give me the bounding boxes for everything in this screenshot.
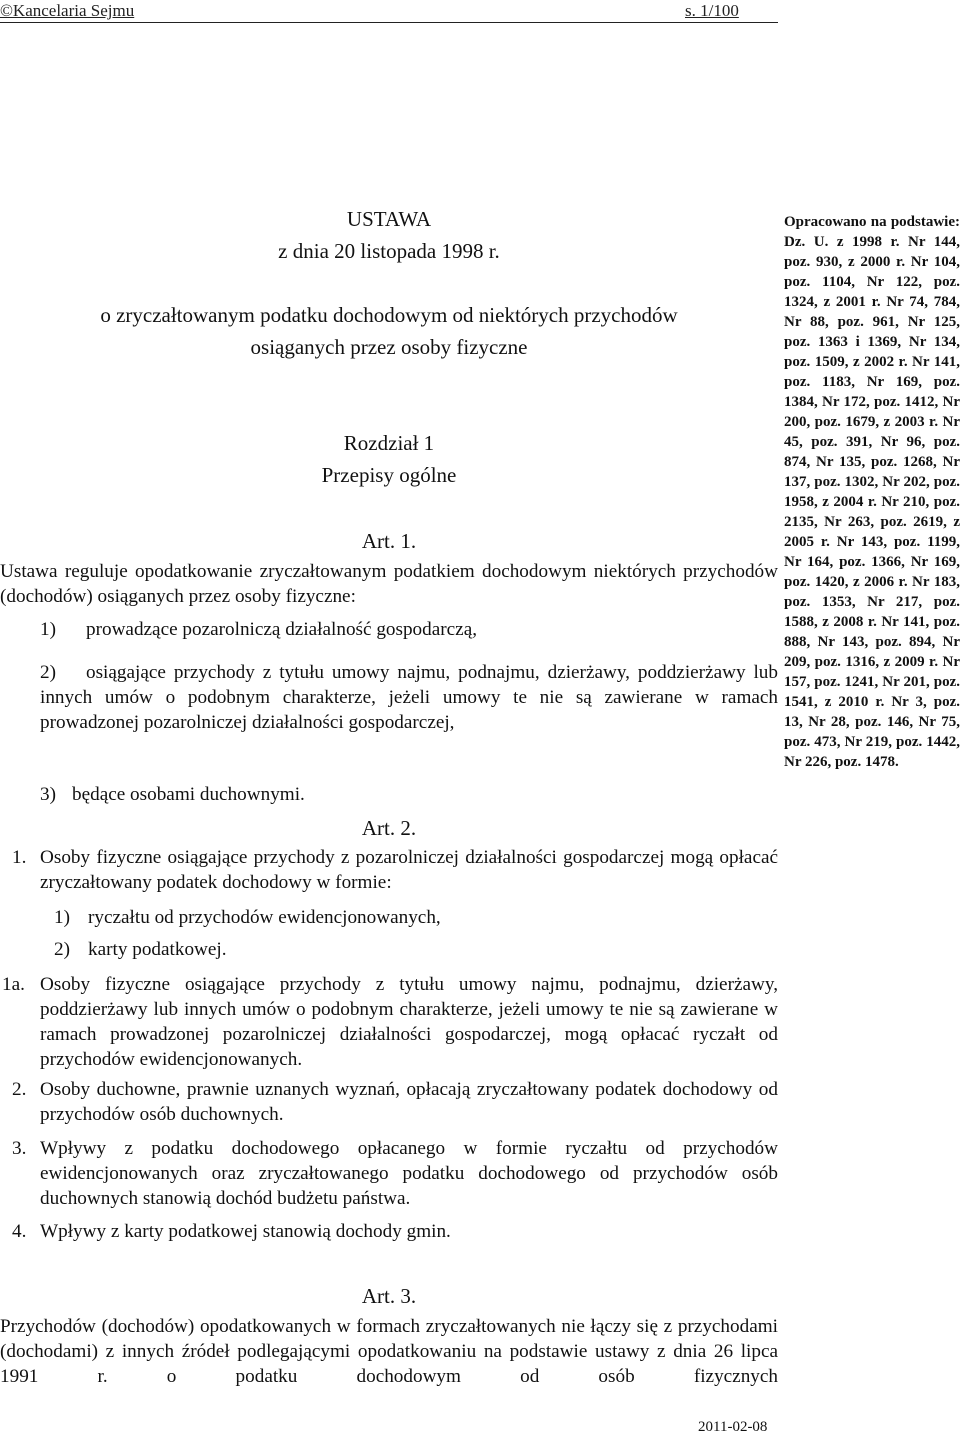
art2-p4-num: 4. (12, 1221, 27, 1242)
header-copyright[interactable]: ©Kancelaria Sejmu (0, 1, 135, 20)
act-subject-line-2: osiąganych przez osoby fizyczne (250, 335, 528, 359)
art2-p1-item-1-text: ryczałtu od przychodów ewidencjonowanych, (88, 907, 441, 928)
act-type: USTAWA (346, 207, 432, 231)
art2-p4-text: Wpływy z karty podatkowej stanowią dochody gmin. (40, 1221, 451, 1242)
art1-intro: Ustawa reguluje opodatkowanie zryczałtowanym podatkiem dochodowym niektórych przychodów (dochodów) osiąganych przez osoby fizyczne: (0, 561, 778, 607)
chapter-number: Rozdział 1 (343, 431, 435, 455)
art2-p1a-num: 1a. (2, 974, 25, 995)
art3-heading: Art. 3. (361, 1284, 417, 1308)
art1-heading: Art. 1. (361, 529, 417, 553)
art2-p1-num: 1. (12, 847, 27, 868)
art1-item-3-num: 3) (40, 784, 56, 805)
art1-item-2-text: osiągające przychody z tytułu umowy najmu, podnajmu, dzierżawy, poddzierżawy lub innych umów o podobnym charakterze, jeżeli umowy te nie są zawierane w ramach prowadzonej pozarolniczej działalności gospodarczej, (40, 662, 778, 733)
chapter-name: Przepisy ogólne (321, 463, 457, 487)
sidebar-source-note: Opracowano na podstawie: Dz. U. z 1998 r. Nr 144, poz. 930, z 2000 r. Nr 104, poz. 1104, Nr 122, poz. 1324, z 2001 r. Nr 74, 784, Nr 88, poz. 961, Nr 125, poz. 1363 i 1369, Nr 134, poz. 1509, z 2002 r. Nr 141, poz. 1183, Nr 169, poz. 1384, Nr 172, poz. 1412, Nr 200, poz. 1679, z 2003 r. Nr 45, poz. 391, Nr 96, poz. 874, Nr 135, poz. 1268, Nr 137, poz. 1302, Nr 202, poz. 1958, z 2004 r. Nr 210, poz. 2135, Nr 263, poz. 2619, z 2005 r. Nr 143, poz. 1199, Nr 164, poz. 1366, Nr 169, poz. 1420, z 2006 r. Nr 183, poz. 1353, Nr 217, poz. 1588, z 2008 r. Nr 141, poz. 888, Nr 143, poz. 894, Nr 209, poz. 1316, z 2009 r. Nr 157, poz. 1241, Nr 201, poz. 1541, z 2010 r. Nr 3, poz. 13, Nr 28, poz. 146, Nr 75, poz. 473, Nr 219, poz. 1442, Nr 226, poz. 1478. (784, 214, 960, 770)
art3-text: Przychodów (dochodów) opodatkowanych w formach zryczałtowanych nie łączy się z przychodami (dochodami) z innych źródeł podlegającymi opodatkowaniu na podstawie ustawy z dnia 26 lipca 1991 r. o podatku dochodowym od osób fizycznych (0, 1316, 778, 1387)
art2-p1-text: Osoby fizyczne osiągające przychody z pozarolniczej działalności gospodarczej mogą opłacać zryczałtowany podatek dochodowy w formie: (40, 847, 778, 893)
art2-p1-item-1-num: 1) (54, 907, 70, 928)
art2-p3-num: 3. (12, 1138, 27, 1159)
act-subject-line-1: o zryczałtowanym podatku dochodowym od niektórych przychodów (100, 303, 678, 327)
art1-item-3-text: będące osobami duchownymi. (72, 784, 305, 805)
art2-p1-item-2-text: karty podatkowej. (88, 939, 227, 960)
art2-p2-text: Osoby duchowne, prawnie uznanych wyznań, opłacają zryczałtowany podatek dochodowy od przychodów osób duchownych. (40, 1079, 778, 1125)
art1-item-1-text: prowadzące pozarolniczą działalność gospodarczą, (86, 619, 478, 640)
art1-item-1-num: 1) (40, 619, 56, 640)
art2-p1-item-2-num: 2) (54, 939, 70, 960)
art2-p3-text: Wpływy z podatku dochodowego opłacanego w formie ryczałtu od przychodów ewidencjonowanych oraz zryczałtowanego podatku dochodowego od przychodów osób duchownych stanowią dochód budżetu państwa. (40, 1138, 778, 1209)
art2-p2-num: 2. (12, 1079, 27, 1100)
footer-date: 2011-02-08 (698, 1419, 768, 1435)
art2-p1a-text: Osoby fizyczne osiągające przychody z tytułu umowy najmu, podnajmu, dzierżawy, poddzierżawy lub innych umów o podobnym charakterze, jeżeli umowy te nie są zawierane w ramach prowadzonej pozarolniczej działalności gospodarczej, mogą opłacać ryczałt od przychodów ewidencjonowanych. (40, 974, 778, 1070)
header-rule (0, 22, 778, 23)
act-date: z dnia 20 listopada 1998 r. (278, 239, 500, 263)
header-page-number[interactable]: s. 1/100 (685, 1, 739, 20)
art1-item-2-num: 2) (40, 662, 56, 683)
art2-heading: Art. 2. (361, 816, 417, 840)
